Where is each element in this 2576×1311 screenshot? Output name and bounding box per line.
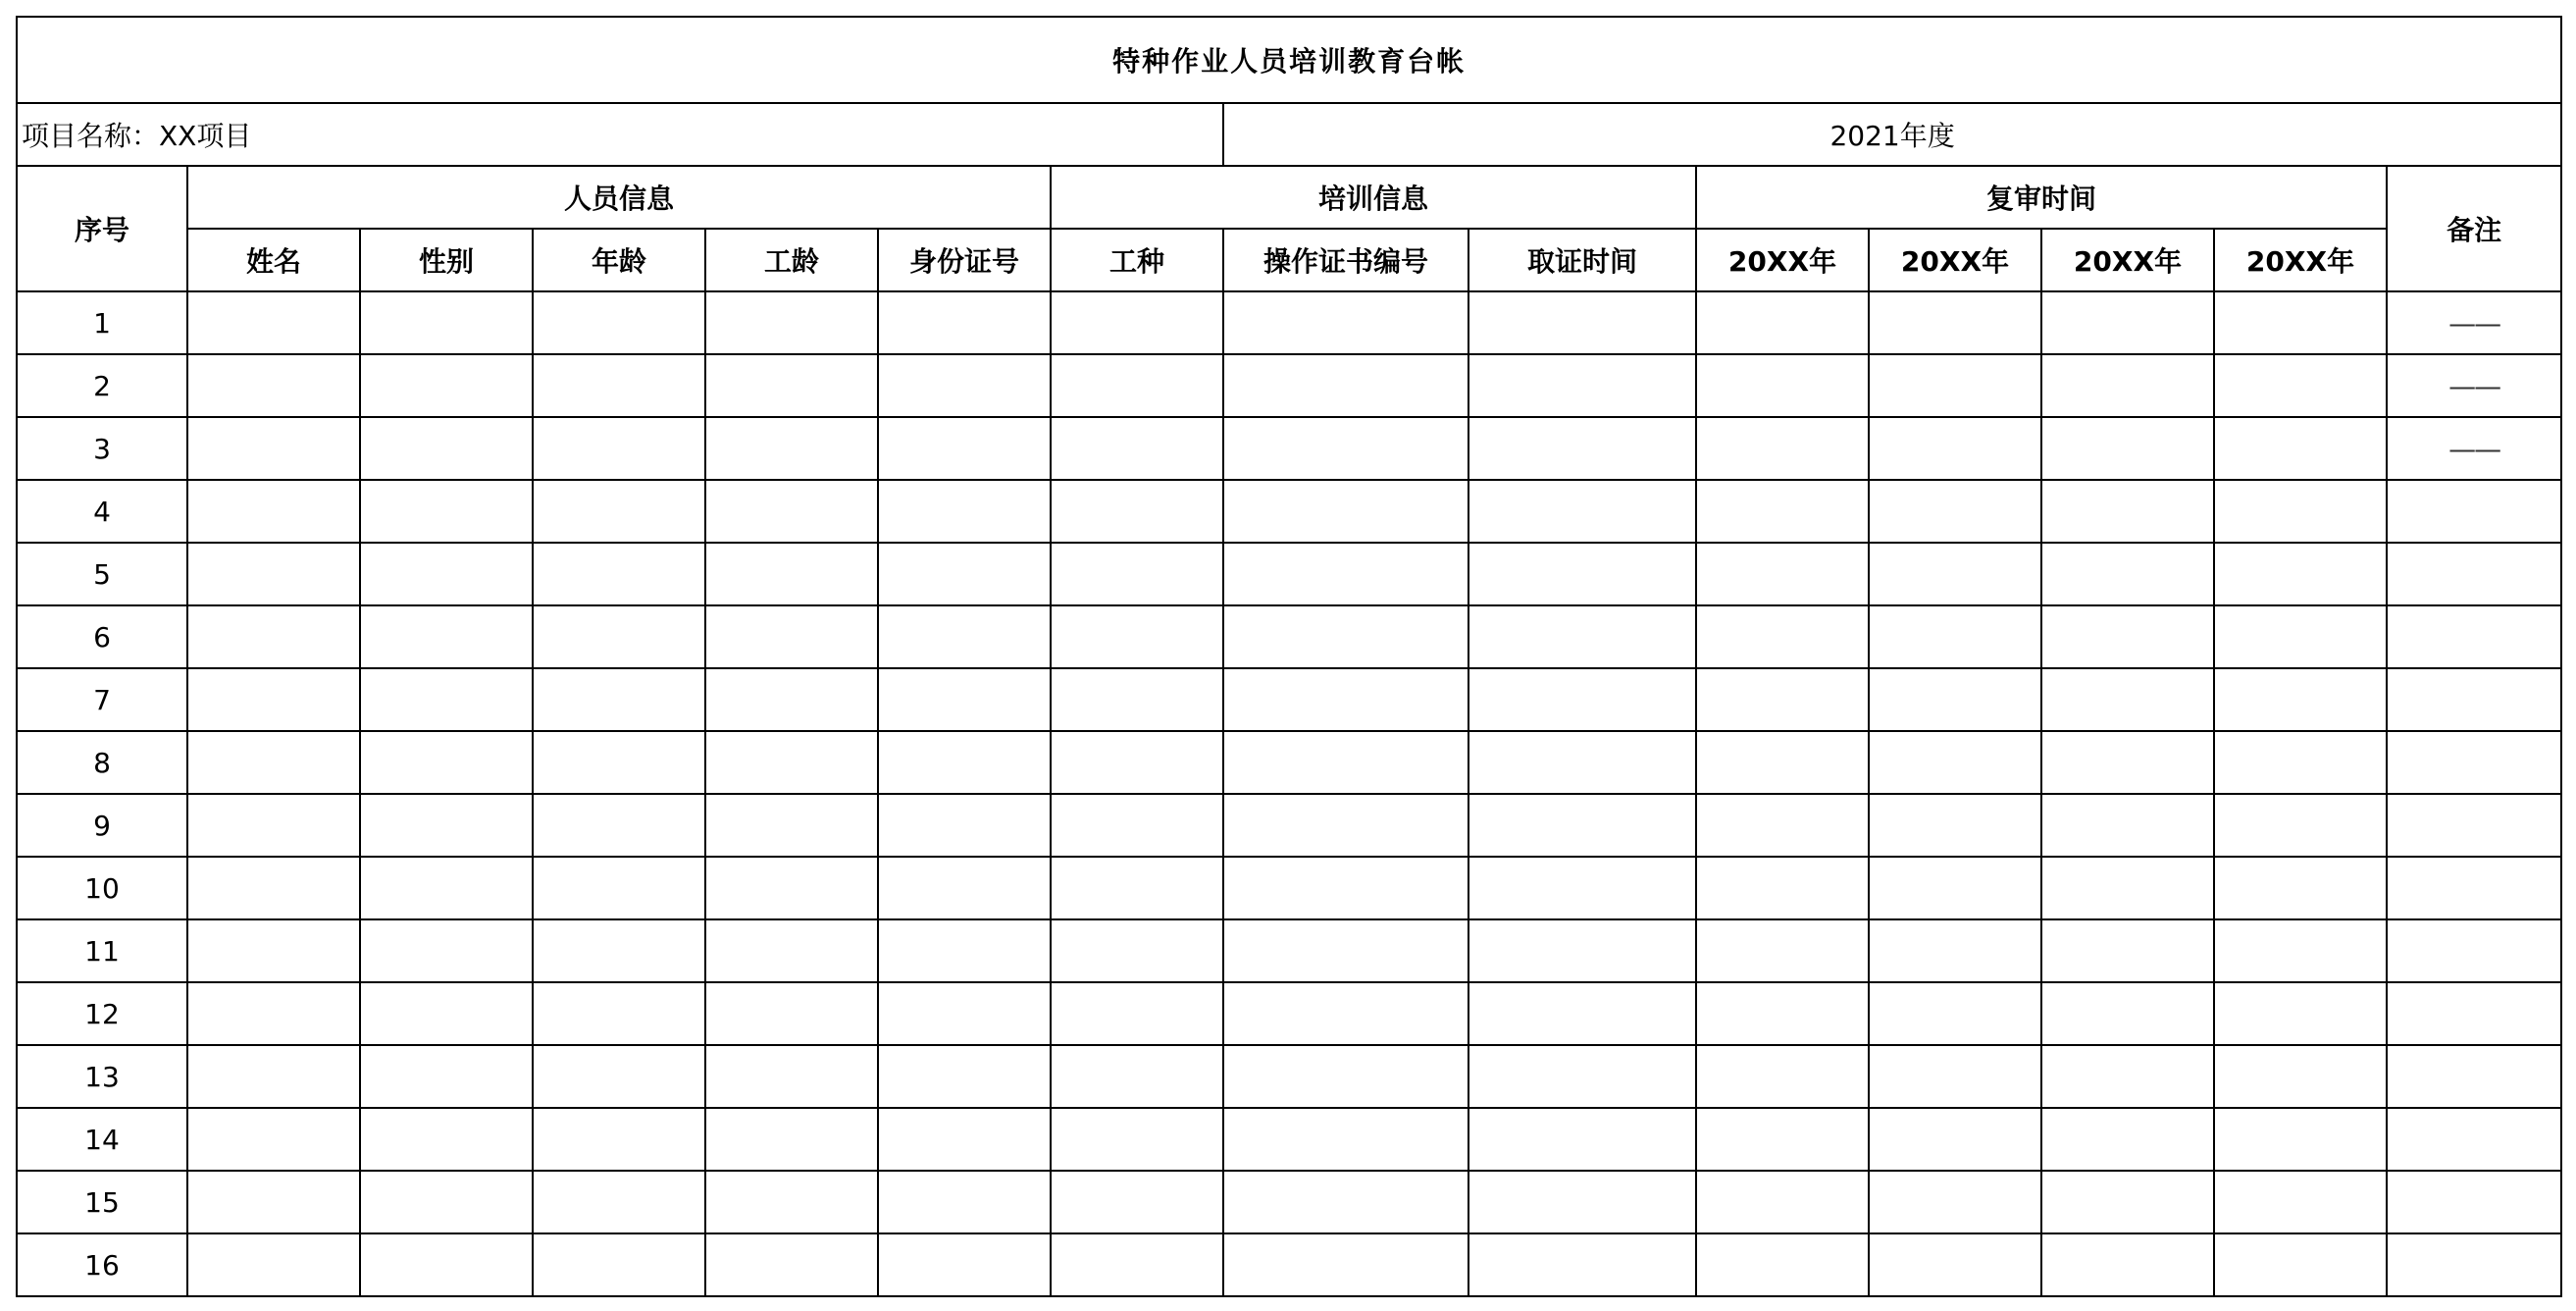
work-years-cell[interactable] <box>705 605 878 668</box>
review-4-cell[interactable] <box>2214 1233 2387 1296</box>
cert-date-cell[interactable] <box>1468 1171 1696 1233</box>
review-3-cell[interactable] <box>2041 731 2214 794</box>
cert-no-cell[interactable] <box>1223 1045 1468 1108</box>
work-years-cell[interactable] <box>705 1045 878 1108</box>
table-row <box>17 1108 2561 1171</box>
review-1-cell[interactable] <box>1696 982 1869 1045</box>
gender-cell[interactable] <box>360 417 533 480</box>
trade-cell[interactable] <box>1051 1045 1223 1108</box>
name-cell[interactable] <box>187 1171 360 1233</box>
review-2-cell[interactable] <box>1869 731 2041 794</box>
remark-cell[interactable] <box>2387 857 2561 919</box>
id-number-header: 身份证号 <box>878 229 1051 291</box>
id-number-cell[interactable] <box>878 605 1051 668</box>
name-cell[interactable] <box>187 1233 360 1296</box>
review-1-cell[interactable] <box>1696 1045 1869 1108</box>
review-4-cell[interactable] <box>2214 857 2387 919</box>
row-seq-cell: 5 <box>17 543 187 605</box>
row-seq-cell: 8 <box>17 731 187 794</box>
remark-cell[interactable] <box>2387 605 2561 668</box>
table-row <box>17 857 2561 919</box>
review-3-cell[interactable] <box>2041 1171 2214 1233</box>
work-years-cell[interactable] <box>705 1108 878 1171</box>
name-cell[interactable] <box>187 919 360 982</box>
cert-date-cell[interactable] <box>1468 668 1696 731</box>
age-header: 年龄 <box>533 229 705 291</box>
table-row <box>17 417 2561 480</box>
id-number-cell[interactable] <box>878 417 1051 480</box>
group-header-row <box>17 166 2561 229</box>
gender-cell[interactable] <box>360 480 533 543</box>
row-seq-cell: 4 <box>17 480 187 543</box>
review-2-cell[interactable] <box>1869 982 2041 1045</box>
age-cell[interactable] <box>533 417 705 480</box>
remark-cell[interactable] <box>2387 480 2561 543</box>
cert-no-cell[interactable] <box>1223 982 1468 1045</box>
review-4-cell[interactable] <box>2214 794 2387 857</box>
name-cell[interactable] <box>187 480 360 543</box>
age-cell[interactable] <box>533 857 705 919</box>
review-2-cell[interactable] <box>1869 919 2041 982</box>
row-seq-cell: 7 <box>17 668 187 731</box>
review-3-cell[interactable] <box>2041 668 2214 731</box>
remark-cell[interactable] <box>2387 543 2561 605</box>
work-years-cell[interactable] <box>705 1171 878 1233</box>
id-number-cell[interactable] <box>878 543 1051 605</box>
age-cell[interactable] <box>533 668 705 731</box>
review-4-cell[interactable] <box>2214 919 2387 982</box>
cert-date-cell[interactable] <box>1468 919 1696 982</box>
trade-cell[interactable] <box>1051 605 1223 668</box>
trade-cell[interactable] <box>1051 354 1223 417</box>
cert-date-cell[interactable] <box>1468 1108 1696 1171</box>
review-3-cell[interactable] <box>2041 480 2214 543</box>
review-1-cell[interactable] <box>1696 417 1869 480</box>
cert-no-cell[interactable] <box>1223 857 1468 919</box>
table-row <box>17 543 2561 605</box>
row-seq-cell: 16 <box>17 1233 187 1296</box>
cert-date-cell[interactable] <box>1468 1045 1696 1108</box>
review-3-cell[interactable] <box>2041 354 2214 417</box>
gender-cell[interactable] <box>360 1045 533 1108</box>
age-cell[interactable] <box>533 919 705 982</box>
remark-cell[interactable] <box>2387 1171 2561 1233</box>
cert-date-cell[interactable] <box>1468 605 1696 668</box>
cert-no-header: 操作证书编号 <box>1223 229 1468 291</box>
row-seq-cell: 6 <box>17 605 187 668</box>
review-3-cell[interactable] <box>2041 857 2214 919</box>
id-number-cell[interactable] <box>878 794 1051 857</box>
cert-no-cell[interactable] <box>1223 480 1468 543</box>
work-years-cell[interactable] <box>705 291 878 354</box>
table-row <box>17 605 2561 668</box>
row-seq-cell: 2 <box>17 354 187 417</box>
cert-no-cell[interactable] <box>1223 605 1468 668</box>
cert-no-cell[interactable] <box>1223 354 1468 417</box>
trade-cell[interactable] <box>1051 857 1223 919</box>
work-years-cell[interactable] <box>705 731 878 794</box>
review-1-cell[interactable] <box>1696 857 1869 919</box>
review-3-cell[interactable] <box>2041 605 2214 668</box>
cert-no-cell[interactable] <box>1223 543 1468 605</box>
review-3-cell[interactable] <box>2041 982 2214 1045</box>
gender-cell[interactable] <box>360 291 533 354</box>
age-cell[interactable] <box>533 1108 705 1171</box>
work-years-cell[interactable] <box>705 857 878 919</box>
id-number-cell[interactable] <box>878 857 1051 919</box>
review-4-cell[interactable] <box>2214 417 2387 480</box>
cert-no-cell[interactable] <box>1223 291 1468 354</box>
table-row <box>17 731 2561 794</box>
review-2-cell[interactable] <box>1869 668 2041 731</box>
review-4-cell[interactable] <box>2214 480 2387 543</box>
trade-cell[interactable] <box>1051 1171 1223 1233</box>
review-2-cell[interactable] <box>1869 794 2041 857</box>
row-seq-cell: 12 <box>17 982 187 1045</box>
review-2-cell[interactable] <box>1869 1108 2041 1171</box>
name-cell[interactable] <box>187 1108 360 1171</box>
gender-cell[interactable] <box>360 731 533 794</box>
name-cell[interactable] <box>187 794 360 857</box>
remark-cell[interactable] <box>2387 731 2561 794</box>
trade-header: 工种 <box>1051 229 1223 291</box>
review-2-cell[interactable] <box>1869 291 2041 354</box>
review-3-cell[interactable] <box>2041 1233 2214 1296</box>
review-2-cell[interactable] <box>1869 480 2041 543</box>
cert-date-cell[interactable] <box>1468 543 1696 605</box>
cert-no-cell[interactable] <box>1223 417 1468 480</box>
review-1-cell[interactable] <box>1696 1233 1869 1296</box>
row-seq-cell: 1 <box>17 291 187 354</box>
table-row <box>17 668 2561 731</box>
review-1-cell[interactable] <box>1696 543 1869 605</box>
review-year-2-header: 20XX年 <box>1869 229 2041 291</box>
review-4-cell[interactable] <box>2214 731 2387 794</box>
row-seq-cell: 11 <box>17 919 187 982</box>
review-2-cell[interactable] <box>1869 1233 2041 1296</box>
work-years-cell[interactable] <box>705 354 878 417</box>
row-seq-cell: 15 <box>17 1171 187 1233</box>
review-3-cell[interactable] <box>2041 417 2214 480</box>
review-2-cell[interactable] <box>1869 417 2041 480</box>
trade-cell[interactable] <box>1051 543 1223 605</box>
trade-cell[interactable] <box>1051 417 1223 480</box>
cert-date-cell[interactable] <box>1468 417 1696 480</box>
trade-cell[interactable] <box>1051 668 1223 731</box>
remark-cell[interactable] <box>2387 1108 2561 1171</box>
training-group-header: 培训信息 <box>1051 166 1696 229</box>
trade-cell[interactable] <box>1051 1233 1223 1296</box>
cert-no-cell[interactable] <box>1223 731 1468 794</box>
work-years-cell[interactable] <box>705 982 878 1045</box>
id-number-cell[interactable] <box>878 668 1051 731</box>
remark-cell[interactable] <box>2387 1045 2561 1108</box>
work-years-cell[interactable] <box>705 668 878 731</box>
cert-date-cell[interactable] <box>1468 731 1696 794</box>
cert-no-cell[interactable] <box>1223 668 1468 731</box>
table-row <box>17 480 2561 543</box>
row-seq-cell: 3 <box>17 417 187 480</box>
review-2-cell[interactable] <box>1869 857 2041 919</box>
cert-date-cell[interactable] <box>1468 354 1696 417</box>
name-cell[interactable] <box>187 668 360 731</box>
cert-no-cell[interactable] <box>1223 919 1468 982</box>
work-years-cell[interactable] <box>705 480 878 543</box>
id-number-cell[interactable] <box>878 291 1051 354</box>
review-1-cell[interactable] <box>1696 1108 1869 1171</box>
review-4-cell[interactable] <box>2214 605 2387 668</box>
remark-cell[interactable] <box>2387 919 2561 982</box>
name-cell[interactable] <box>187 1045 360 1108</box>
seq-header: 序号 <box>17 166 187 291</box>
trade-cell[interactable] <box>1051 1108 1223 1171</box>
id-number-cell[interactable] <box>878 1233 1051 1296</box>
review-4-cell[interactable] <box>2214 1108 2387 1171</box>
gender-cell[interactable] <box>360 605 533 668</box>
gender-cell[interactable] <box>360 354 533 417</box>
cert-no-cell[interactable] <box>1223 1233 1468 1296</box>
review-4-cell[interactable] <box>2214 1045 2387 1108</box>
review-4-cell[interactable] <box>2214 668 2387 731</box>
remark-cell[interactable] <box>2387 982 2561 1045</box>
id-number-cell[interactable] <box>878 480 1051 543</box>
review-1-cell[interactable] <box>1696 1171 1869 1233</box>
work-years-header: 工龄 <box>705 229 878 291</box>
name-cell[interactable] <box>187 543 360 605</box>
trade-cell[interactable] <box>1051 982 1223 1045</box>
age-cell[interactable] <box>533 605 705 668</box>
table-row <box>17 919 2561 982</box>
table-row <box>17 291 2561 354</box>
table-row <box>17 1233 2561 1296</box>
gender-cell[interactable] <box>360 1233 533 1296</box>
cert-no-cell[interactable] <box>1223 1108 1468 1171</box>
id-number-cell[interactable] <box>878 1045 1051 1108</box>
id-number-cell[interactable] <box>878 731 1051 794</box>
table-row <box>17 354 2561 417</box>
gender-cell[interactable] <box>360 982 533 1045</box>
trade-cell[interactable] <box>1051 480 1223 543</box>
remark-cell[interactable]: —— <box>2387 354 2561 417</box>
row-seq-cell: 10 <box>17 857 187 919</box>
name-cell[interactable] <box>187 731 360 794</box>
work-years-cell[interactable] <box>705 794 878 857</box>
review-3-cell[interactable] <box>2041 1045 2214 1108</box>
cert-date-cell[interactable] <box>1468 794 1696 857</box>
table-row <box>17 1171 2561 1233</box>
trade-cell[interactable] <box>1051 794 1223 857</box>
review-2-cell[interactable] <box>1869 605 2041 668</box>
age-cell[interactable] <box>533 354 705 417</box>
id-number-cell[interactable] <box>878 982 1051 1045</box>
trade-cell[interactable] <box>1051 291 1223 354</box>
work-years-cell[interactable] <box>705 1233 878 1296</box>
gender-cell[interactable] <box>360 794 533 857</box>
row-seq-cell: 9 <box>17 794 187 857</box>
gender-cell[interactable] <box>360 919 533 982</box>
trade-cell[interactable] <box>1051 919 1223 982</box>
review-3-cell[interactable] <box>2041 919 2214 982</box>
review-4-cell[interactable] <box>2214 1171 2387 1233</box>
id-number-cell[interactable] <box>878 1108 1051 1171</box>
id-number-cell[interactable] <box>878 354 1051 417</box>
cert-date-header: 取证时间 <box>1468 229 1696 291</box>
name-cell[interactable] <box>187 354 360 417</box>
review-1-cell[interactable] <box>1696 480 1869 543</box>
age-cell[interactable] <box>533 1045 705 1108</box>
review-year-1-header: 20XX年 <box>1696 229 1869 291</box>
age-cell[interactable] <box>533 794 705 857</box>
review-3-cell[interactable] <box>2041 794 2214 857</box>
name-cell[interactable] <box>187 417 360 480</box>
remark-header: 备注 <box>2387 166 2561 291</box>
age-cell[interactable] <box>533 291 705 354</box>
review-4-cell[interactable] <box>2214 982 2387 1045</box>
age-cell[interactable] <box>533 1233 705 1296</box>
cert-date-cell[interactable] <box>1468 1233 1696 1296</box>
gender-cell[interactable] <box>360 857 533 919</box>
project-name: 项目名称：XX项目 <box>17 103 1223 166</box>
review-3-cell[interactable] <box>2041 1108 2214 1171</box>
review-1-cell[interactable] <box>1696 605 1869 668</box>
remark-cell[interactable]: —— <box>2387 291 2561 354</box>
cert-date-cell[interactable] <box>1468 982 1696 1045</box>
row-seq-cell: 14 <box>17 1108 187 1171</box>
cert-no-cell[interactable] <box>1223 794 1468 857</box>
fiscal-year: 2021年度 <box>1223 103 2561 166</box>
name-cell[interactable] <box>187 982 360 1045</box>
table-row <box>17 1045 2561 1108</box>
gender-cell[interactable] <box>360 1171 533 1233</box>
gender-cell[interactable] <box>360 1108 533 1171</box>
review-4-cell[interactable] <box>2214 291 2387 354</box>
review-1-cell[interactable] <box>1696 354 1869 417</box>
cert-date-cell[interactable] <box>1468 480 1696 543</box>
remark-cell[interactable]: —— <box>2387 417 2561 480</box>
review-1-cell[interactable] <box>1696 291 1869 354</box>
work-years-cell[interactable] <box>705 417 878 480</box>
cert-no-cell[interactable] <box>1223 1171 1468 1233</box>
review-year-3-header: 20XX年 <box>2041 229 2214 291</box>
row-seq-cell: 13 <box>17 1045 187 1108</box>
name-header: 姓名 <box>187 229 360 291</box>
review-year-4-header: 20XX年 <box>2214 229 2387 291</box>
ledger-sheet <box>16 16 2560 1297</box>
title-row <box>17 17 2561 103</box>
review-4-cell[interactable] <box>2214 543 2387 605</box>
remark-cell[interactable] <box>2387 1233 2561 1296</box>
age-cell[interactable] <box>533 731 705 794</box>
review-1-cell[interactable] <box>1696 668 1869 731</box>
gender-cell[interactable] <box>360 668 533 731</box>
review-3-cell[interactable] <box>2041 291 2214 354</box>
review-1-cell[interactable] <box>1696 794 1869 857</box>
name-cell[interactable] <box>187 291 360 354</box>
column-header-row <box>17 229 2561 291</box>
age-cell[interactable] <box>533 1171 705 1233</box>
training-ledger-table <box>16 16 2562 1297</box>
age-cell[interactable] <box>533 480 705 543</box>
name-cell[interactable] <box>187 605 360 668</box>
info-row <box>17 103 2561 166</box>
review-2-cell[interactable] <box>1869 1171 2041 1233</box>
remark-cell[interactable] <box>2387 668 2561 731</box>
age-cell[interactable] <box>533 543 705 605</box>
ledger-title: 特种作业人员培训教育台帐 <box>17 17 2561 103</box>
cert-date-cell[interactable] <box>1468 291 1696 354</box>
review-2-cell[interactable] <box>1869 1045 2041 1108</box>
age-cell[interactable] <box>533 982 705 1045</box>
name-cell[interactable] <box>187 857 360 919</box>
id-number-cell[interactable] <box>878 919 1051 982</box>
review-1-cell[interactable] <box>1696 919 1869 982</box>
work-years-cell[interactable] <box>705 919 878 982</box>
review-2-cell[interactable] <box>1869 354 2041 417</box>
gender-cell[interactable] <box>360 543 533 605</box>
gender-header: 性别 <box>360 229 533 291</box>
remark-cell[interactable] <box>2387 794 2561 857</box>
review-4-cell[interactable] <box>2214 354 2387 417</box>
review-2-cell[interactable] <box>1869 543 2041 605</box>
personnel-group-header: 人员信息 <box>187 166 1051 229</box>
cert-date-cell[interactable] <box>1468 857 1696 919</box>
review-group-header: 复审时间 <box>1696 166 2387 229</box>
work-years-cell[interactable] <box>705 543 878 605</box>
review-1-cell[interactable] <box>1696 731 1869 794</box>
table-row <box>17 982 2561 1045</box>
table-row <box>17 794 2561 857</box>
review-3-cell[interactable] <box>2041 543 2214 605</box>
trade-cell[interactable] <box>1051 731 1223 794</box>
id-number-cell[interactable] <box>878 1171 1051 1233</box>
